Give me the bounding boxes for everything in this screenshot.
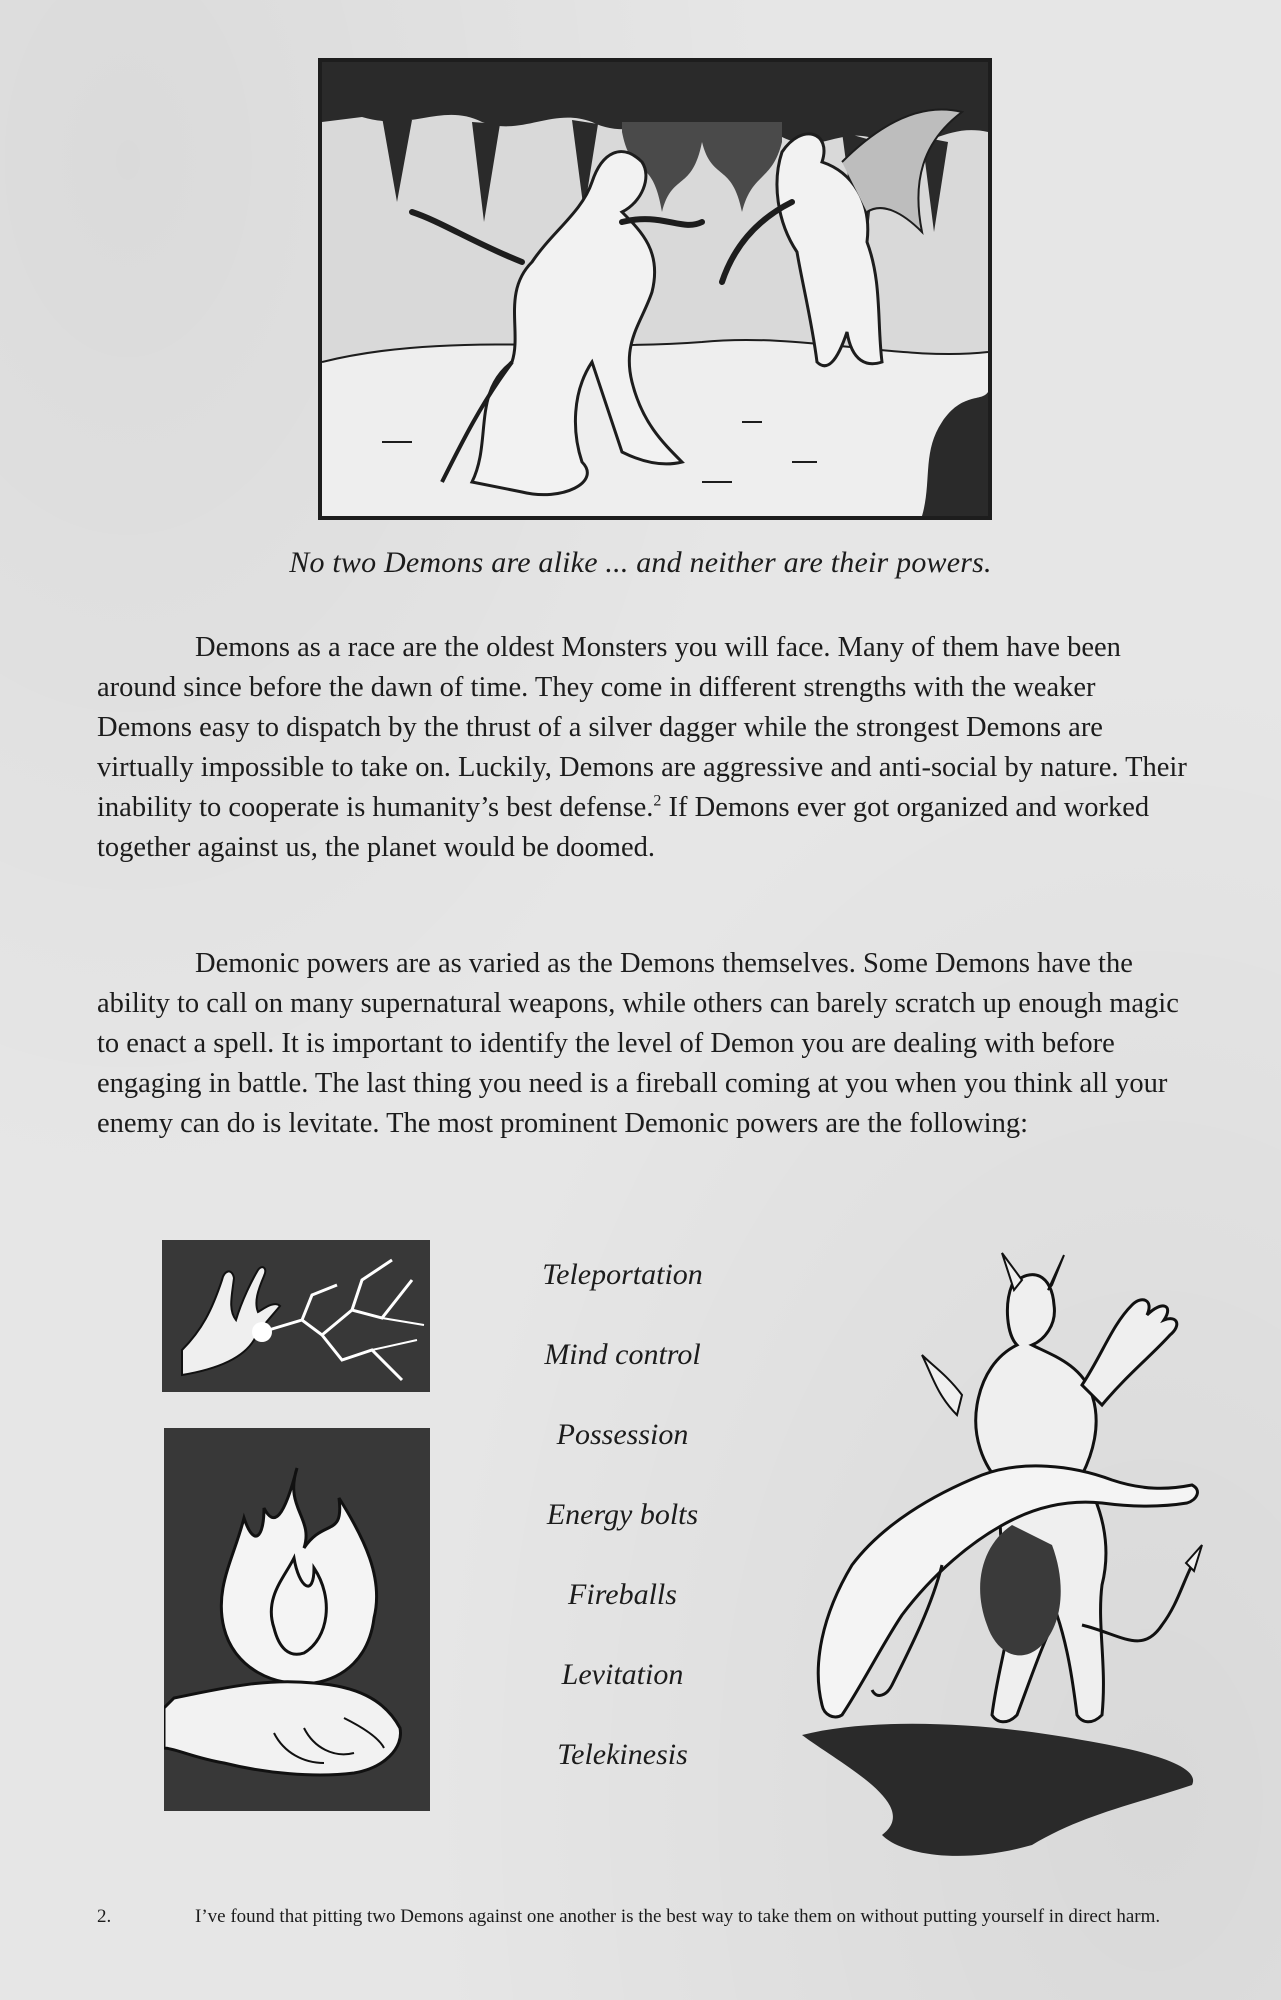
power-item: Fireballs [568,1578,677,1611]
power-item: Mind control [544,1338,701,1371]
footnote-reference: 2 [653,792,662,810]
power-item: Levitation [561,1658,684,1691]
demonic-powers-list [500,1255,745,1815]
illustration-caption: No two Demons are alike ... and neither are their powers. [289,546,992,579]
power-item: Possession [556,1418,689,1451]
demons-battle-illustration [318,58,992,520]
lightning-hand-illustration [162,1240,430,1392]
footnote-text: I’ve found that pitting two Demons against one another is the best way to take them on without putting yourself in direct harm. [195,1906,1161,1927]
demon-carrying-woman-illustration [782,1245,1230,1870]
paragraph-demons-race [97,628,1189,868]
paragraph-1-text-continued: If Demons ever got organized and worked together against us, the planet would be doomed. [97,792,1150,863]
power-item: Telekinesis [557,1738,688,1771]
demons-battle-drawing [322,62,988,516]
lightning-hand-drawing [162,1240,430,1392]
demon-figure-drawing [782,1245,1230,1870]
paragraph-1-text: Demons as a race are the oldest Monsters you will face. Many of them have been around since before the dawn of time. They come in different strengths with the weaker Demons easy to dispatch by the thrust of a silver dagger while the strongest Demons are virtually impossible to take on. Luckily, Demons are aggressive and anti-social by nature. Their inability to cooperate is humanity’s best defense. [97,632,1187,823]
power-item: Teleportation [542,1258,703,1291]
fire-hand-drawing [164,1428,430,1811]
paragraph-demonic-powers: Demonic powers are as varied as the Demons themselves. Some Demons have the ability to call on many supernatural weapons, while others can barely scratch up enough magic to enact a spell. It is important to identify the level of Demon you are dealing with before engaging in battle. The last thing you need is a fireball coming at you when you think all your enemy can do is levitate. The most prominent Demonic powers are the following: [97,948,1179,1139]
fire-hand-illustration [164,1428,430,1811]
footnote-number: 2. [97,1906,112,1927]
power-item: Energy bolts [546,1498,699,1531]
